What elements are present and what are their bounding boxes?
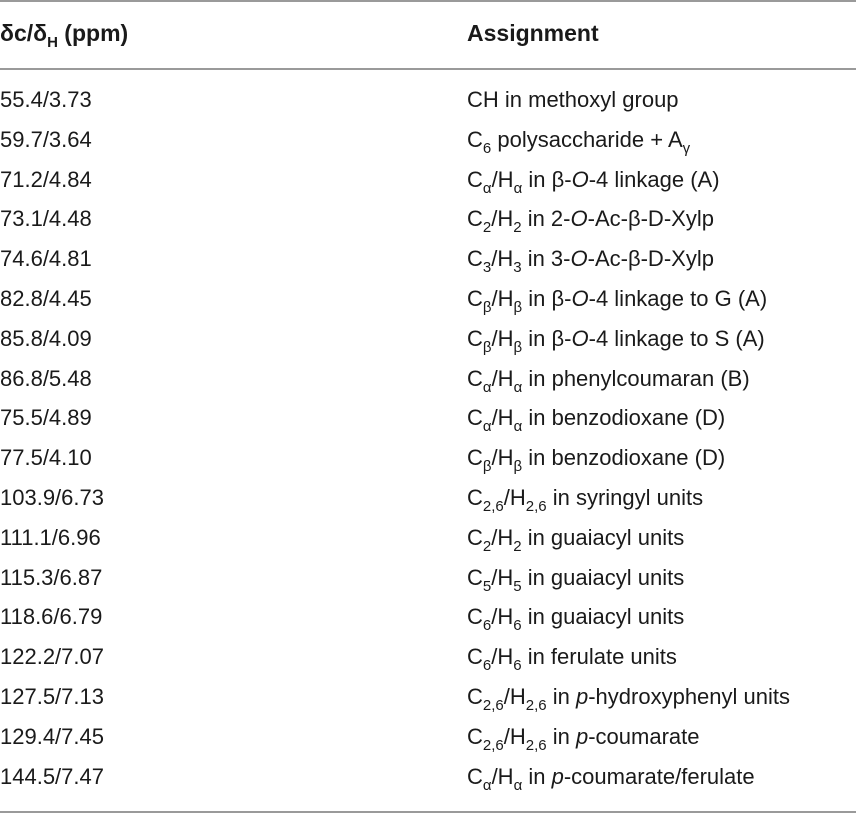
assignment-cell bbox=[467, 325, 765, 356]
assignment-cell bbox=[467, 524, 685, 555]
subscript-text: α bbox=[513, 776, 523, 794]
assignment-text: C bbox=[467, 445, 483, 471]
assignment-text: in phenylcoumaran (B) bbox=[522, 365, 750, 391]
subscript-text: α bbox=[513, 378, 523, 396]
italic-text: p bbox=[575, 683, 589, 709]
assignment-text: /H bbox=[491, 604, 514, 630]
header-shift-label: δc/δ bbox=[0, 20, 48, 46]
assignment-text: /H bbox=[491, 206, 514, 232]
assignment-text: -coumarate bbox=[588, 723, 700, 749]
assignment-text: in β- bbox=[522, 166, 572, 192]
italic-text: O bbox=[571, 285, 589, 311]
assignment-text: /H bbox=[491, 564, 514, 590]
subscript-text: α bbox=[482, 776, 492, 794]
assignment-text: -Ac-β-D-Xylp bbox=[587, 246, 714, 272]
assignment-cell bbox=[467, 723, 700, 754]
assignment-text: in guaiacyl units bbox=[521, 564, 685, 590]
subscript-text: 6 bbox=[482, 657, 492, 675]
assignment-text: /H bbox=[491, 405, 514, 431]
shift-cell: 74.6/4.81 bbox=[0, 246, 92, 272]
subscript-text: α bbox=[513, 418, 523, 436]
assignment-text: -4 linkage (A) bbox=[588, 166, 720, 192]
table-body bbox=[0, 81, 856, 797]
assignment-text: C bbox=[467, 405, 483, 431]
table-row bbox=[0, 240, 856, 280]
table-row bbox=[0, 718, 856, 758]
header-shift-subscript: H bbox=[47, 34, 58, 51]
assignment-text: polysaccharide + A bbox=[491, 126, 683, 152]
assignment-text: C bbox=[467, 644, 483, 670]
assignment-text: C bbox=[467, 365, 483, 391]
subscript-text: 3 bbox=[513, 259, 522, 277]
table-row bbox=[0, 81, 856, 121]
italic-text: p bbox=[575, 723, 589, 749]
assignment-text: /H bbox=[491, 246, 514, 272]
shift-cell: 144.5/7.47 bbox=[0, 763, 104, 789]
shift-cell: 86.8/5.48 bbox=[0, 365, 92, 391]
table-row bbox=[0, 399, 856, 439]
italic-text: O bbox=[570, 206, 588, 232]
assignment-text: /H bbox=[491, 763, 514, 789]
subscript-text: 2 bbox=[513, 537, 522, 555]
shift-cell: 118.6/6.79 bbox=[0, 604, 103, 630]
assignment-text: in ferulate units bbox=[521, 644, 677, 670]
assignment-text: C bbox=[467, 763, 483, 789]
subscript-text: β bbox=[513, 458, 523, 476]
table-row bbox=[0, 280, 856, 320]
assignment-cell bbox=[467, 166, 720, 197]
assignment-text: C bbox=[467, 246, 483, 272]
assignment-text: in 3- bbox=[521, 246, 571, 272]
shift-cell: 82.8/4.45 bbox=[0, 285, 92, 311]
subscript-text: γ bbox=[682, 139, 691, 157]
shift-cell: 115.3/6.87 bbox=[0, 564, 103, 590]
italic-text: O bbox=[571, 325, 589, 351]
assignment-text: in bbox=[546, 683, 576, 709]
assignment-text: /H bbox=[491, 524, 514, 550]
subscript-text: 6 bbox=[513, 657, 522, 675]
assignment-cell bbox=[467, 246, 714, 277]
shift-cell: 77.5/4.10 bbox=[0, 445, 92, 471]
subscript-text: 2 bbox=[482, 537, 492, 555]
assignment-text: /H bbox=[503, 484, 526, 510]
assignment-text: /H bbox=[491, 166, 514, 192]
assignment-text: -4 linkage to S (A) bbox=[588, 325, 765, 351]
subscript-text: 2,6 bbox=[525, 497, 547, 515]
assignment-text: /H bbox=[503, 723, 526, 749]
subscript-text: 5 bbox=[513, 577, 522, 595]
table-header bbox=[0, 0, 856, 68]
shift-cell: 55.4/3.73 bbox=[0, 87, 92, 112]
table-row bbox=[0, 320, 856, 360]
assignment-text: /H bbox=[503, 683, 526, 709]
shift-cell: 103.9/6.73 bbox=[0, 484, 104, 510]
assignment-text: in syringyl units bbox=[546, 484, 704, 510]
table-row bbox=[0, 200, 856, 240]
assignment-text: in bbox=[546, 723, 576, 749]
subscript-text: β bbox=[482, 458, 492, 476]
subscript-text: α bbox=[482, 418, 492, 436]
shift-cell: 122.2/7.07 bbox=[0, 644, 104, 670]
assignment-text: C bbox=[467, 206, 483, 232]
shift-cell: 75.5/4.89 bbox=[0, 405, 92, 431]
shift-cell: 127.5/7.13 bbox=[0, 683, 104, 709]
assignment-cell bbox=[467, 763, 755, 794]
assignment-text: in β- bbox=[522, 285, 572, 311]
assignment-text: C bbox=[467, 126, 483, 152]
table-row bbox=[0, 121, 856, 161]
assignment-cell bbox=[467, 644, 677, 675]
assignment-text: C bbox=[467, 484, 483, 510]
assignment-text: C bbox=[467, 723, 483, 749]
subscript-text: β bbox=[513, 298, 523, 316]
assignment-text: C bbox=[467, 325, 483, 351]
table-row bbox=[0, 439, 856, 479]
assignment-text: -4 linkage to G (A) bbox=[588, 285, 768, 311]
assignment-cell bbox=[467, 87, 679, 113]
assignment-text: in guaiacyl units bbox=[521, 524, 685, 550]
assignment-cell bbox=[467, 683, 790, 714]
table-bottom-rule bbox=[0, 811, 856, 813]
assignment-text: in 2- bbox=[521, 206, 571, 232]
subscript-text: 2,6 bbox=[482, 736, 504, 754]
assignment-text: /H bbox=[491, 644, 514, 670]
assignment-text: in guaiacyl units bbox=[521, 604, 685, 630]
subscript-text: 6 bbox=[482, 139, 492, 157]
assignment-text: /H bbox=[491, 365, 514, 391]
subscript-text: 2,6 bbox=[482, 696, 504, 714]
shift-cell: 85.8/4.09 bbox=[0, 325, 92, 351]
assignment-text: C bbox=[467, 166, 483, 192]
subscript-text: α bbox=[513, 179, 523, 197]
shift-cell: 111.1/6.96 bbox=[0, 524, 101, 550]
shift-cell: 59.7/3.64 bbox=[0, 126, 92, 152]
assignment-cell bbox=[467, 285, 768, 316]
subscript-text: β bbox=[482, 338, 492, 356]
assignment-cell bbox=[467, 445, 726, 476]
header-shift-unit: (ppm) bbox=[57, 20, 129, 46]
assignment-text: C bbox=[467, 524, 483, 550]
italic-text: O bbox=[571, 166, 589, 192]
subscript-text: β bbox=[513, 338, 523, 356]
assignment-text: C bbox=[467, 604, 483, 630]
subscript-text: 2 bbox=[482, 219, 492, 237]
subscript-text: 5 bbox=[482, 577, 492, 595]
assignment-cell bbox=[467, 365, 750, 396]
subscript-text: 3 bbox=[482, 259, 492, 277]
table-row bbox=[0, 519, 856, 559]
subscript-text: β bbox=[482, 298, 492, 316]
header-assignment: Assignment bbox=[467, 20, 599, 46]
italic-text: p bbox=[551, 763, 564, 789]
assignment-cell bbox=[467, 126, 691, 157]
table-row bbox=[0, 758, 856, 798]
assignment-text: in β- bbox=[522, 325, 572, 351]
subscript-text: α bbox=[482, 378, 492, 396]
table-row bbox=[0, 161, 856, 201]
assignment-cell bbox=[467, 206, 714, 237]
assignment-text: in bbox=[522, 763, 552, 789]
assignment-text: in benzodioxane (D) bbox=[522, 405, 726, 431]
italic-text: O bbox=[570, 246, 588, 272]
table-header-rule bbox=[0, 68, 856, 70]
shift-cell: 71.2/4.84 bbox=[0, 166, 92, 192]
header-shift bbox=[0, 20, 129, 51]
assignment-text: /H bbox=[491, 325, 514, 351]
assignment-cell bbox=[467, 484, 704, 515]
table-row bbox=[0, 559, 856, 599]
assignment-text: -hydroxyphenyl units bbox=[588, 683, 790, 709]
assignment-text: C bbox=[467, 683, 483, 709]
subscript-text: 2,6 bbox=[482, 497, 504, 515]
subscript-text: 2,6 bbox=[525, 696, 547, 714]
shift-cell: 129.4/7.45 bbox=[0, 723, 104, 749]
assignment-cell bbox=[467, 564, 685, 595]
assignment-text: C bbox=[467, 564, 483, 590]
subscript-text: α bbox=[482, 179, 492, 197]
assignment-cell bbox=[467, 604, 685, 635]
assignment-text: /H bbox=[491, 445, 514, 471]
assignment-cell bbox=[467, 405, 726, 436]
assignment-text: CH in methoxyl group bbox=[467, 87, 679, 112]
assignment-text: in benzodioxane (D) bbox=[522, 445, 726, 471]
assignment-text: -Ac-β-D-Xylp bbox=[587, 206, 714, 232]
table-row bbox=[0, 360, 856, 400]
assignment-text: /H bbox=[491, 285, 514, 311]
subscript-text: 2,6 bbox=[525, 736, 547, 754]
table-row bbox=[0, 678, 856, 718]
assignment-text: -coumarate/ferulate bbox=[563, 763, 755, 789]
subscript-text: 2 bbox=[513, 219, 522, 237]
table-row bbox=[0, 479, 856, 519]
table-row bbox=[0, 598, 856, 638]
assignment-text: C bbox=[467, 285, 483, 311]
subscript-text: 6 bbox=[482, 617, 492, 635]
subscript-text: 6 bbox=[513, 617, 522, 635]
table-row bbox=[0, 638, 856, 678]
shift-cell: 73.1/4.48 bbox=[0, 206, 92, 232]
